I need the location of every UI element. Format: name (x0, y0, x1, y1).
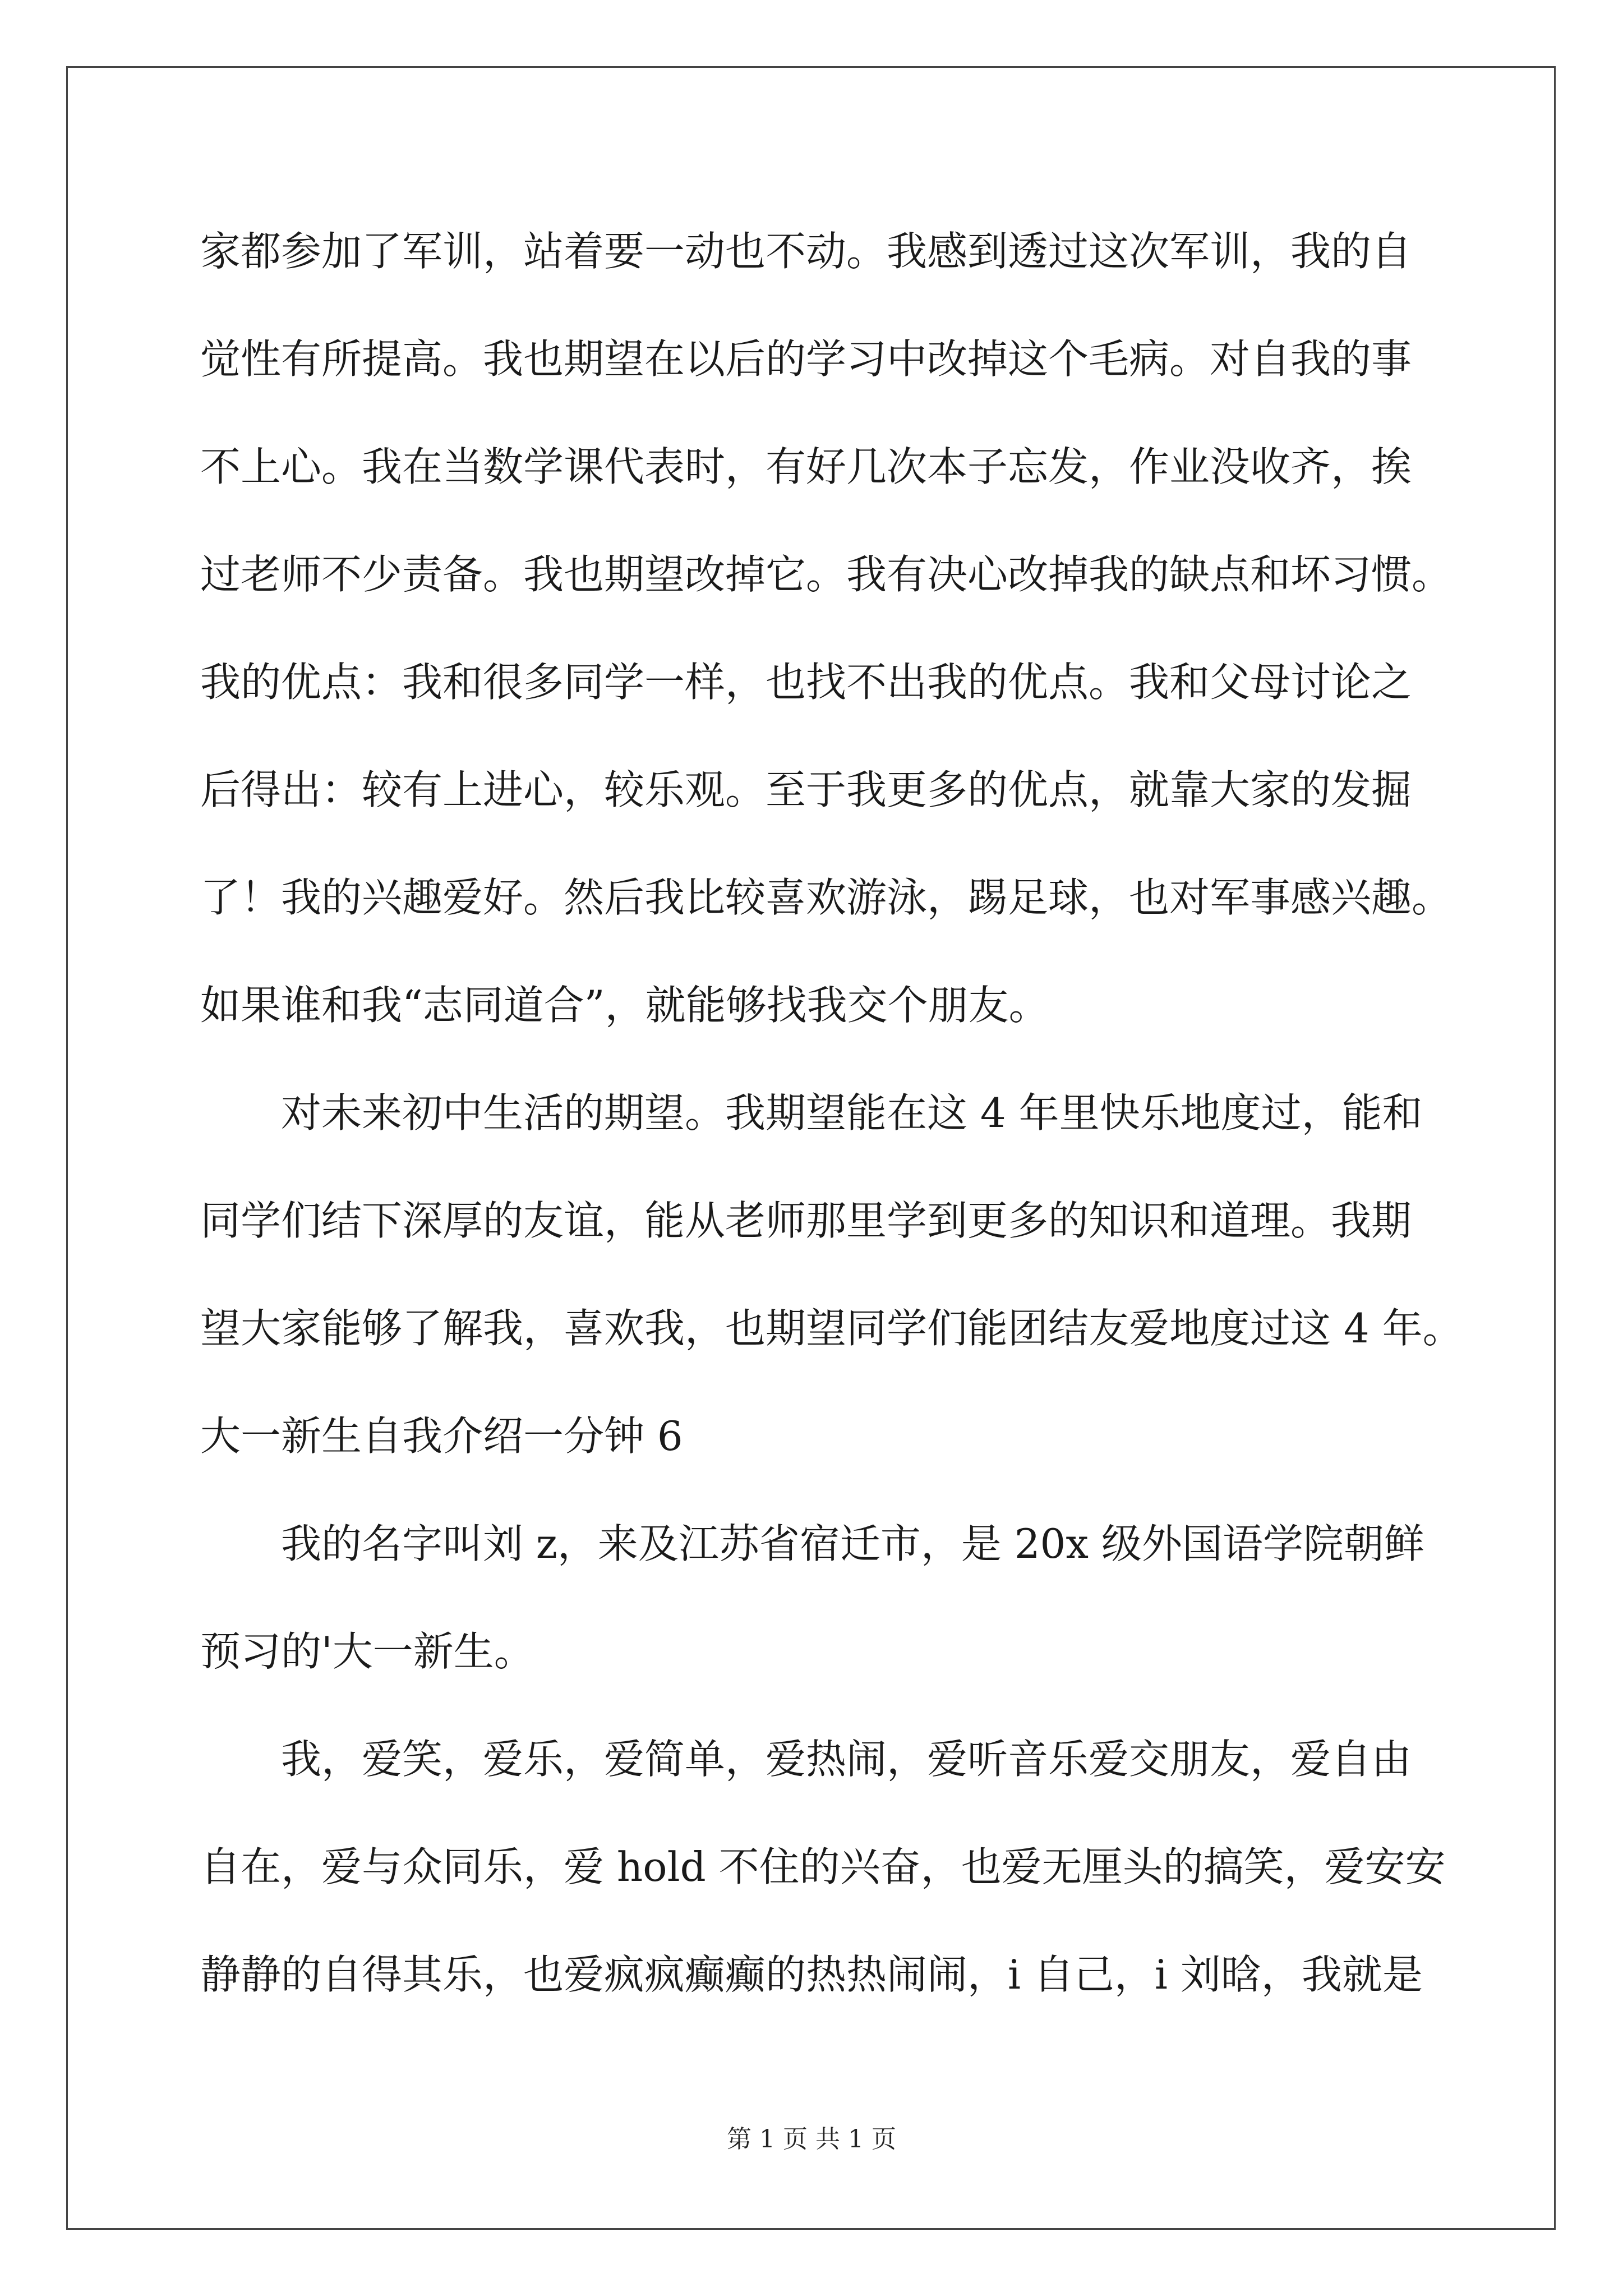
text-line: 家都参加了军训，站着要一动也不动。我感到透过这次军训，我的自 (200, 228, 1412, 275)
paragraph-first-line: 我，爱笑，爱乐，爱简单，爱热闹，爱听音乐爱交朋友，爱自由 (281, 1736, 1412, 1783)
page-number-footer: 第 1 页 共 1 页 (727, 2125, 896, 2154)
text-line: 不上心。我在当数学课代表时，有好几次本子忘发，作业没收齐，挨 (200, 443, 1412, 490)
text-line: 预习的'大一新生。 (200, 1628, 534, 1675)
section-heading: 大一新生自我介绍一分钟 6 (200, 1412, 683, 1460)
text-line: 同学们结下深厚的友谊，能从老师那里学到更多的知识和道理。我期 (200, 1197, 1412, 1244)
text-line: 我的优点：我和很多同学一样，也找不出我的优点。我和父母讨论之 (200, 659, 1412, 706)
text-line: 觉性有所提高。我也期望在以后的学习中改掉这个毛病。对自我的事 (200, 335, 1412, 383)
text-line: 过老师不少责备。我也期望改掉它。我有决心改掉我的缺点和坏习惯。 (200, 551, 1453, 598)
text-line: 静静的自得其乐，也爱疯疯癫癫的热热闹闹，i 自己，i 刘晗，我就是 (200, 1951, 1423, 1998)
paragraph-first-line: 我的名字叫刘 z，来及江苏省宿迁市，是 20x 级外国语学院朝鲜 (281, 1520, 1424, 1567)
text-line: 望大家能够了解我，喜欢我，也期望同学们能团结友爱地度过这 4 年。 (200, 1305, 1463, 1352)
text-line: 了！我的兴趣爱好。然后我比较喜欢游泳，踢足球，也对军事感兴趣。 (200, 874, 1453, 921)
text-line: 如果谁和我“志同道合”，就能够找我交个朋友。 (200, 982, 1049, 1029)
text-line: 后得出：较有上进心，较乐观。至于我更多的优点，就靠大家的发掘 (200, 766, 1412, 813)
text-line: 自在，爱与众同乐，爱 hold 不住的兴奋，也爱无厘头的搞笑，爱安安 (200, 1843, 1446, 1890)
paragraph-first-line: 对未来初中生活的期望。我期望能在这 4 年里快乐地度过，能和 (281, 1089, 1423, 1137)
